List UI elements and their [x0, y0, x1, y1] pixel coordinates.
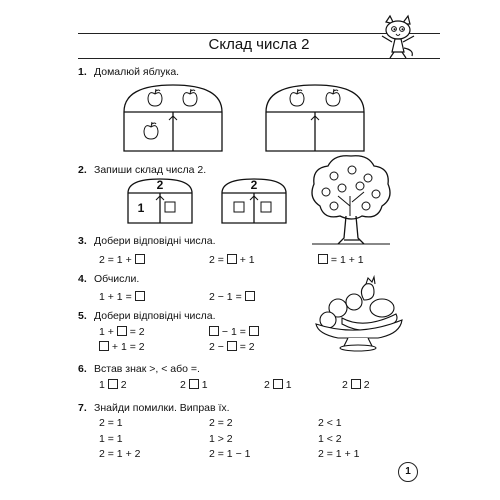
compare-left: 1 — [99, 379, 105, 391]
equation-text: 2 − — [209, 341, 224, 353]
answer-box[interactable] — [273, 379, 283, 389]
house-2 — [265, 82, 365, 152]
task-4 — [78, 272, 139, 286]
house-1 — [123, 82, 223, 152]
compare-left: 2 — [264, 379, 270, 391]
answer-box[interactable] — [249, 326, 259, 336]
answer-box[interactable] — [351, 379, 361, 389]
answer-box[interactable] — [227, 341, 237, 351]
check-equation: 2 = 2 — [209, 417, 233, 429]
check-equation: 2 = 1 + 1 — [318, 448, 360, 460]
compare — [264, 378, 292, 392]
answer-box[interactable] — [245, 291, 255, 301]
task-6 — [78, 362, 200, 376]
answer-box[interactable] — [135, 254, 145, 264]
compare-right: 2 — [363, 379, 370, 391]
equation-text: − 1 = — [221, 326, 246, 338]
equation-text: 2 = — [209, 254, 224, 266]
apple-icon — [289, 88, 305, 108]
task-number: 4. — [78, 273, 87, 285]
task-5 — [78, 309, 216, 323]
house-total: 2 — [250, 178, 258, 192]
compare — [342, 378, 370, 392]
equation-text: 1 + 1 = — [99, 291, 132, 303]
equation — [209, 325, 259, 339]
equation-text: + 1 = 2 — [111, 341, 145, 353]
equation-text: 1 + — [99, 326, 114, 338]
task-text: Запиши склад числа 2. — [94, 164, 207, 176]
answer-box[interactable] — [117, 326, 127, 336]
apple-icon — [325, 88, 341, 108]
compare — [99, 378, 127, 392]
equation-text: = 1 + 1 — [330, 254, 364, 266]
compare-right: 1 — [285, 379, 292, 391]
equation — [209, 253, 255, 267]
answer-box[interactable] — [108, 379, 118, 389]
task-text: Добери відповідні числа. — [94, 235, 216, 247]
compare-left: 2 — [180, 379, 186, 391]
task-number: 3. — [78, 235, 87, 247]
equation — [209, 340, 255, 354]
task-text: Обчисли. — [94, 273, 140, 285]
task-text: Встав знак >, < або =. — [94, 363, 200, 375]
page-title: Склад числа 2 — [208, 36, 310, 53]
check-equation: 1 > 2 — [209, 433, 233, 445]
tree-icon — [308, 152, 394, 246]
task-number: 2. — [78, 164, 87, 176]
task-text: Добери відповідні числа. — [94, 310, 216, 322]
apple-icon — [147, 88, 163, 108]
mascot-icon — [372, 14, 422, 60]
task-number: 7. — [78, 402, 87, 414]
check-equation: 2 = 1 − 1 — [209, 448, 251, 460]
fruit-bowl-icon — [308, 278, 408, 352]
compare-left: 2 — [342, 379, 348, 391]
equation-text: = 2 — [239, 341, 255, 353]
check-equation: 2 = 1 + 2 — [99, 448, 141, 460]
apple-icon — [143, 121, 159, 141]
task-7 — [78, 401, 230, 415]
house-total: 2 — [156, 178, 164, 192]
answer-box[interactable] — [135, 291, 145, 301]
compare-right: 2 — [120, 379, 127, 391]
answer-box[interactable] — [318, 254, 328, 264]
equation — [318, 253, 364, 267]
answer-box[interactable] — [209, 326, 219, 336]
task-3 — [78, 234, 216, 248]
check-equation: 1 = 1 — [99, 433, 123, 445]
task-number: 5. — [78, 310, 87, 322]
apple-icon — [182, 88, 198, 108]
task-1 — [78, 65, 179, 79]
check-equation: 2 = 1 — [99, 417, 123, 429]
compare-right: 1 — [201, 379, 208, 391]
task-number: 6. — [78, 363, 87, 375]
equation-text: 2 − 1 = — [209, 291, 242, 303]
task-2 — [78, 163, 206, 177]
task-text: Домалюй яблука. — [94, 66, 180, 78]
equation — [99, 325, 145, 339]
answer-box[interactable] — [227, 254, 237, 264]
check-equation: 2 < 1 — [318, 417, 342, 429]
answer-box[interactable] — [99, 341, 109, 351]
house-part: 1 — [137, 201, 145, 215]
equation-text: = 2 — [129, 326, 145, 338]
compare — [180, 378, 208, 392]
equation — [99, 290, 145, 304]
task-number: 1. — [78, 66, 87, 78]
equation — [99, 253, 145, 267]
equation — [99, 340, 145, 354]
page-number: 1 — [398, 462, 418, 482]
check-equation: 1 < 2 — [318, 433, 342, 445]
equation-text: + 1 — [239, 254, 255, 266]
equation-text: 2 = 1 + — [99, 254, 132, 266]
equation — [209, 290, 255, 304]
task-text: Знайди помилки. Виправ їх. — [94, 402, 230, 414]
answer-box[interactable] — [189, 379, 199, 389]
